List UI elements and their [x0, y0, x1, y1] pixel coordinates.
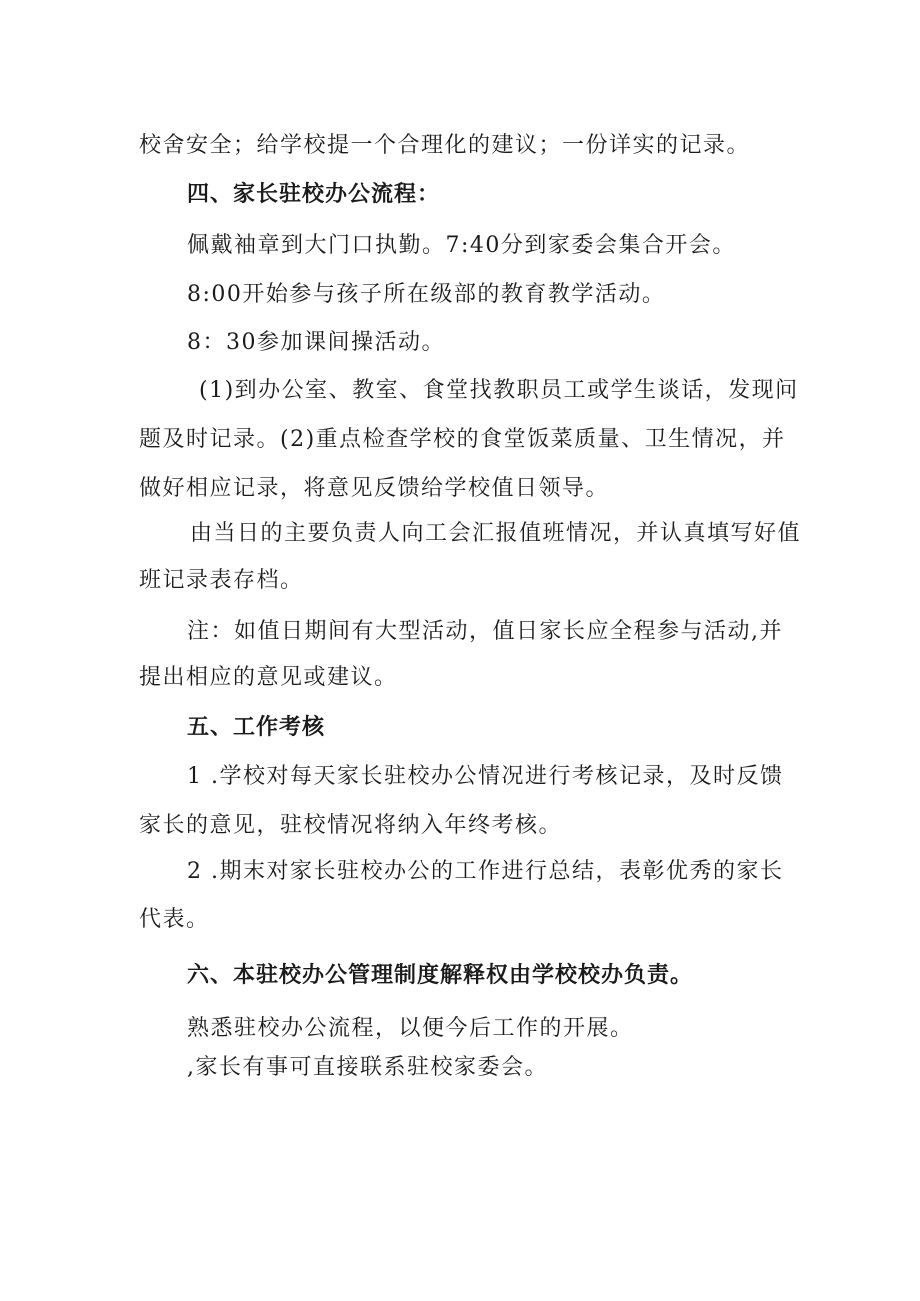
note-line: 注：如值日期间有大型活动，值日家长应全程参与活动,并 — [187, 619, 783, 644]
paragraph-line: 校舍安全；给学校提一个合理化的建议；一份详实的记录。 — [139, 133, 751, 158]
list-item-line: 1 .学校对每天家长驻校办公情况进行考核记录，及时反馈 — [187, 764, 784, 789]
paragraph-line: ,家长有事可直接联系驻校家委会。 — [187, 1055, 548, 1080]
list-item-line: 家长的意见，驻校情况将纳入年终考核。 — [139, 813, 563, 838]
paragraph-line: 熟悉驻校办公流程，以便今后工作的开展。 — [187, 1016, 634, 1041]
note-line: 提出相应的意见或建议。 — [139, 665, 398, 690]
paragraph-line: 班记录表存档。 — [139, 568, 304, 593]
paragraph-line: (1)到办公室、教室、食堂找教职员工或学生谈话，发现问 — [199, 378, 799, 403]
section-heading-4: 四、家长驻校办公流程： — [187, 182, 441, 207]
paragraph-line: 由当日的主要负责人向工会汇报值班情况，并认真填写好值 — [190, 521, 802, 546]
paragraph-line: 佩戴袖章到大门口执勤。7:40分到家委会集合开会。 — [187, 233, 736, 258]
paragraph-line: 8:00开始参与孩子所在级部的教育教学活动。 — [187, 282, 666, 307]
list-item-line: 2 .期末对家长驻校办公的工作进行总结，表彰优秀的家长 — [187, 859, 784, 884]
paragraph-line: 8：30参加课间操活动。 — [187, 330, 445, 355]
section-heading-6: 六、本驻校办公管理制度解释权由学校校办负责。 — [187, 963, 694, 988]
paragraph-line: 做好相应记录，将意见反馈给学校值日领导。 — [139, 476, 610, 501]
list-item-line: 代表。 — [139, 907, 210, 932]
paragraph-line: 题及时记录。(2)重点检查学校的食堂饭菜质量、卫生情况，并 — [139, 427, 786, 452]
section-heading-5: 五、工作考核 — [187, 715, 326, 740]
